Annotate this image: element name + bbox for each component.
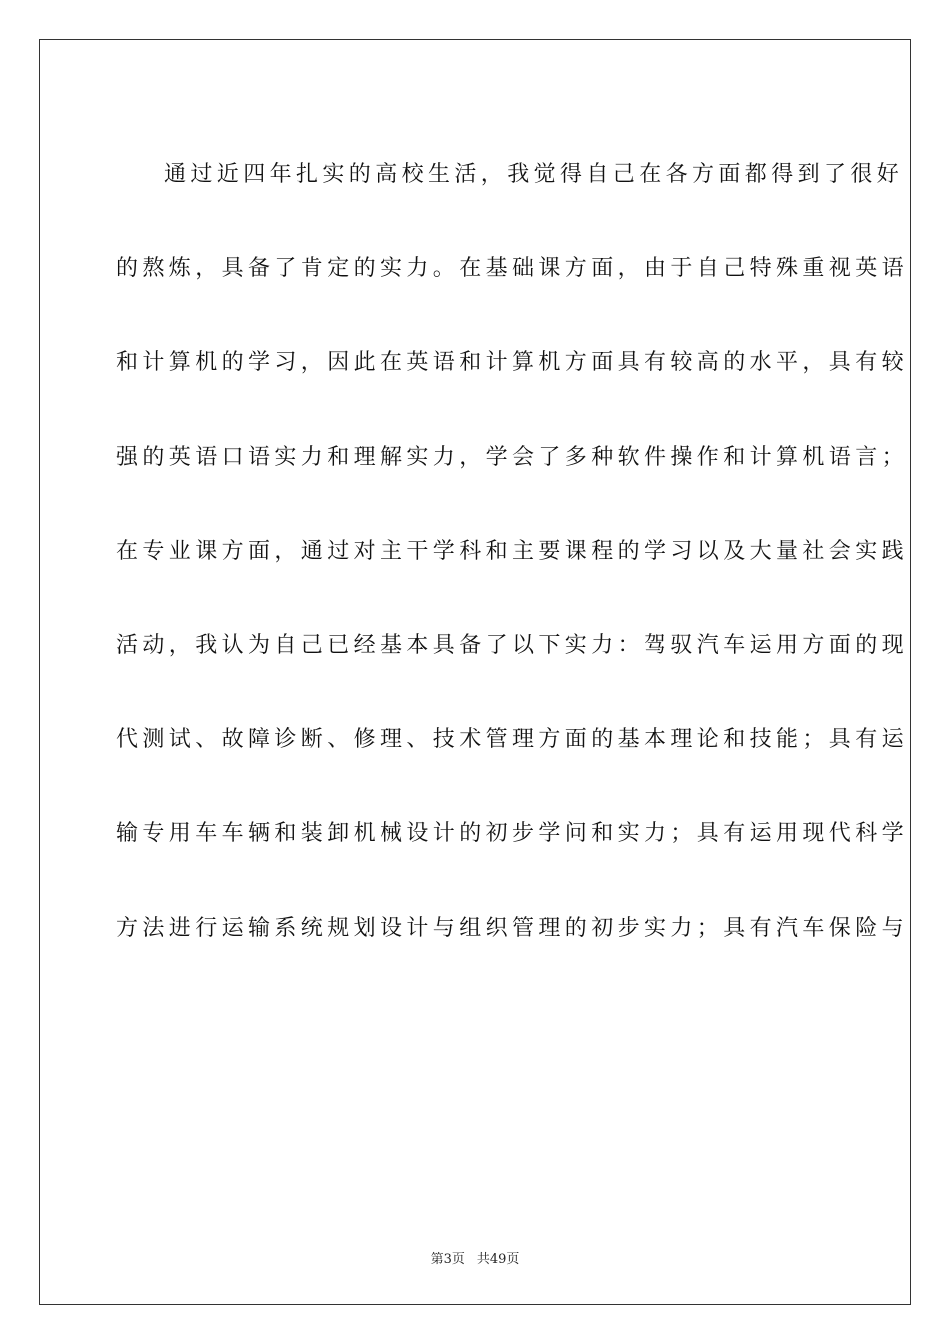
paragraph-line: 通过近四年扎实的高校生活，我觉得自己在各方面都得到了很好: [164, 162, 904, 187]
paragraph-line: 和计算机的学习，因此在英语和计算机方面具有较高的水平，具有较: [116, 350, 909, 376]
paragraph-line: 在专业课方面，通过对主干学科和主要课程的学习以及大量社会实践: [116, 538, 909, 564]
paragraph-line: 代测试、故障诊断、修理、技术管理方面的基本理论和技能；具有运: [116, 727, 909, 753]
paragraph-line: 活动，我认为自己已经基本具备了以下实力：驾驭汽车运用方面的现: [116, 632, 909, 658]
page-footer: [0, 1248, 950, 1267]
paragraph-line: 的熬炼，具备了肯定的实力。在基础课方面，由于自己特殊重视英语: [116, 256, 909, 282]
page-number: 第3页: [430, 1252, 465, 1267]
paragraph-line: 输专用车车辆和装卸机械设计的初步学问和实力；具有运用现代科学: [116, 821, 909, 847]
paragraph-line: 方法进行运输系统规划设计与组织管理的初步实力；具有汽车保险与: [116, 915, 909, 941]
document-body: [116, 128, 909, 976]
paragraph-line: 强的英语口语实力和理解实力，学会了多种软件操作和计算机语言；: [116, 444, 909, 470]
page-total: 共49页: [476, 1252, 520, 1267]
